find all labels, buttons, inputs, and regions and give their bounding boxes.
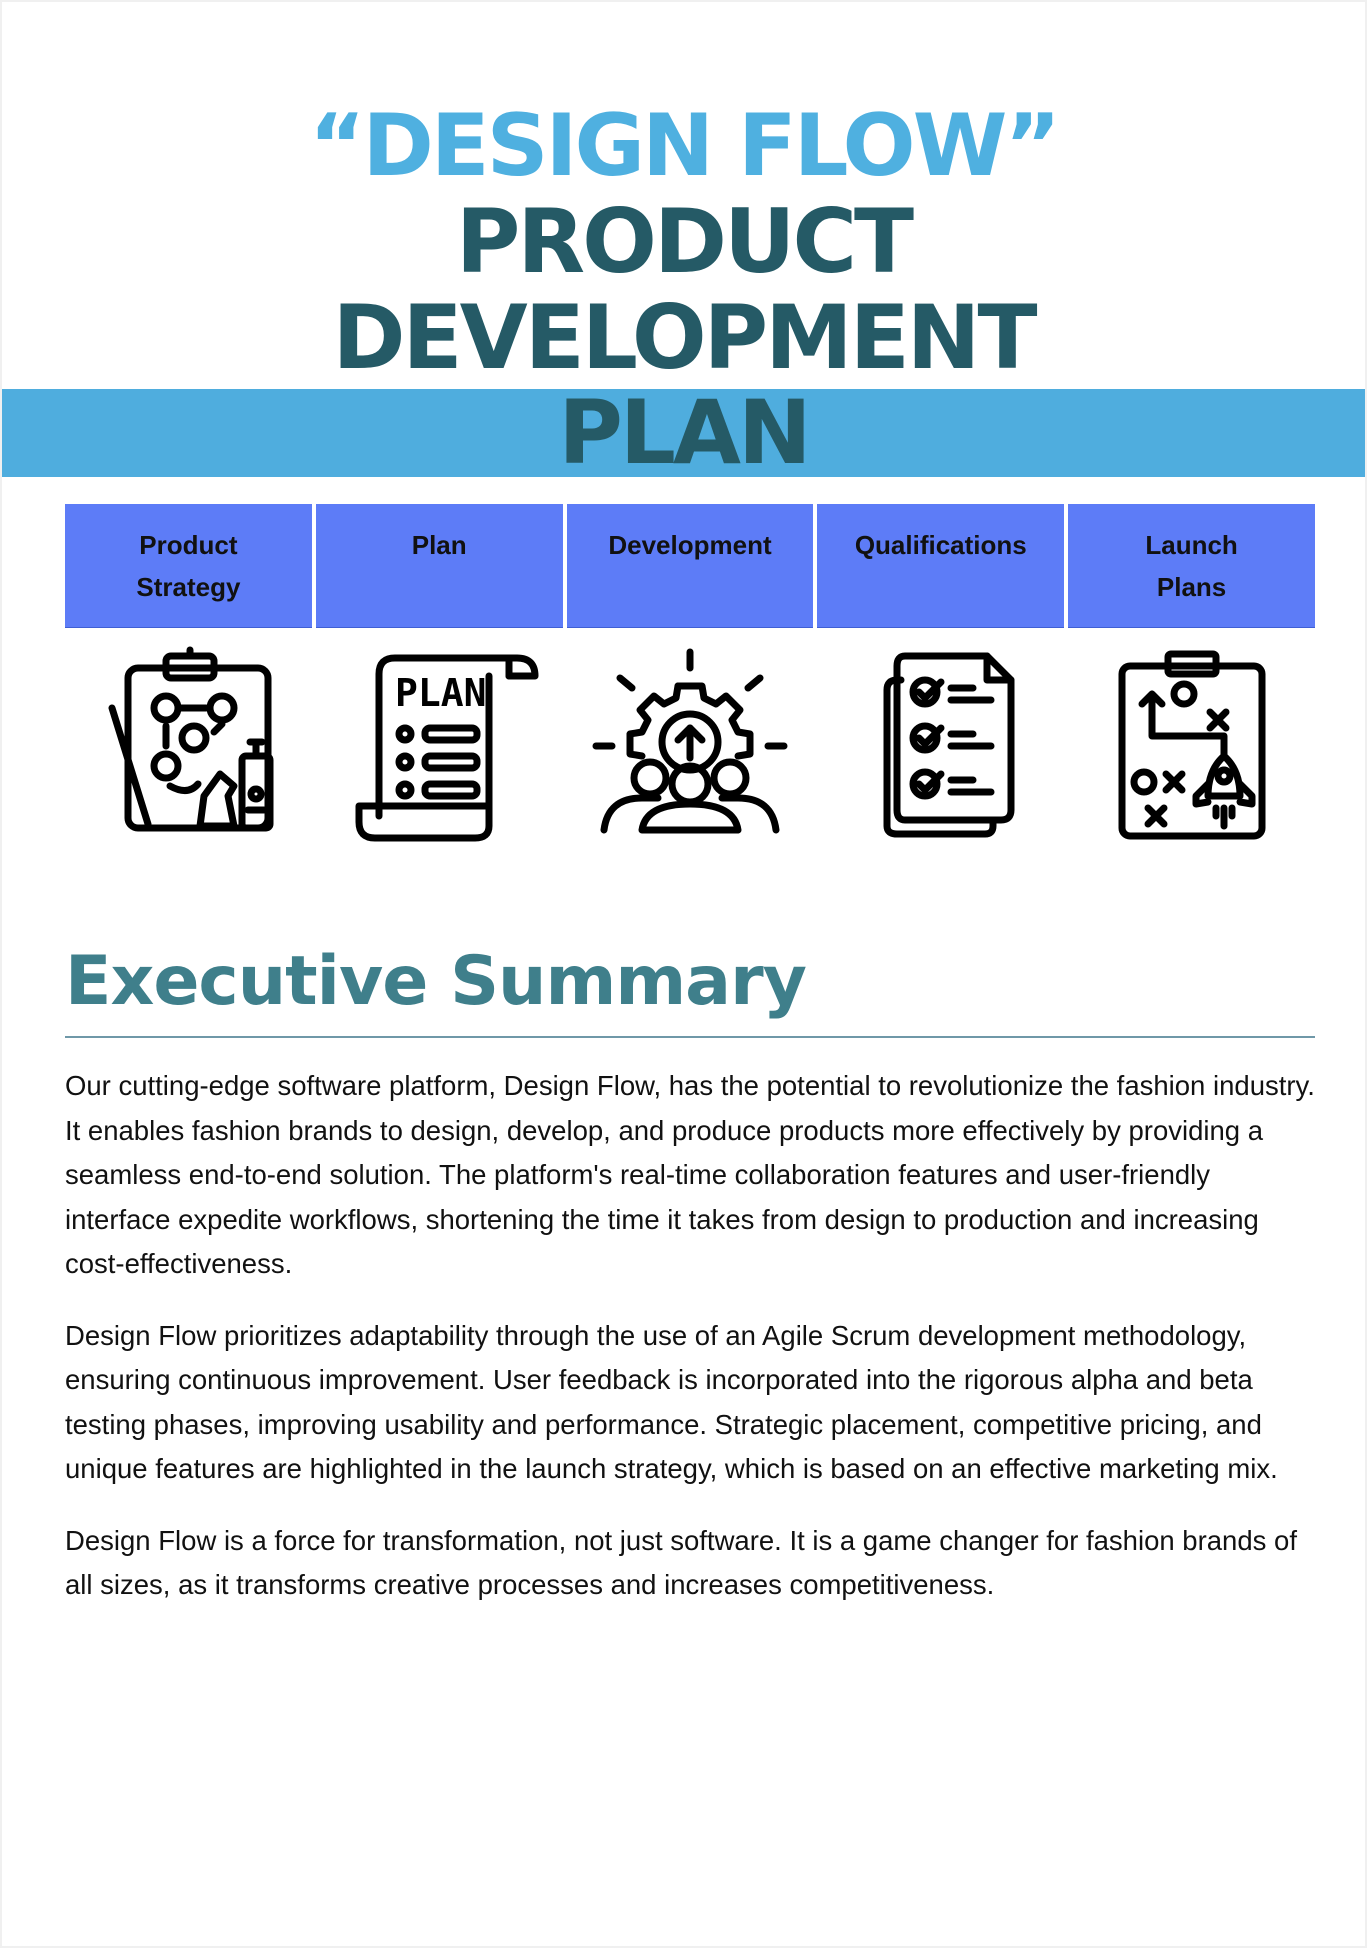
- step-development: [567, 504, 814, 846]
- strategy-board-icon: [88, 646, 288, 846]
- step-qualifications: [817, 504, 1064, 846]
- document-page: [2, 2, 1365, 1946]
- checklist-icon: [841, 646, 1041, 846]
- plan-scroll-text: PLAN: [395, 671, 487, 715]
- document-title: [2, 96, 1365, 389]
- title-line-plan: PLAN: [558, 381, 809, 484]
- step-label: Development: [608, 530, 772, 560]
- step-label: Plans: [1156, 572, 1227, 602]
- title-line-product: PRODUCT: [455, 190, 912, 293]
- step-header: [65, 504, 312, 628]
- team-gear-icon: [590, 646, 790, 846]
- step-product-strategy: [65, 504, 312, 846]
- section-title: Executive Summary: [65, 942, 806, 1021]
- step-header: [1068, 504, 1315, 628]
- step-label: Plan: [411, 530, 467, 560]
- plan-scroll-icon: [339, 646, 539, 846]
- title-band: [2, 381, 1365, 484]
- step-header: [567, 504, 814, 628]
- step-label: Launch: [1145, 530, 1238, 560]
- paragraph: Design Flow is a force for transformation, not just software. It is a game changer for fashion brands of all sizes, as it transforms creative processes and increases competitiveness.: [65, 1524, 1297, 1600]
- rocket-plan-icon: [1092, 646, 1292, 846]
- step-launch-plans: [1068, 504, 1315, 846]
- section-divider: [65, 1036, 1315, 1038]
- paragraph: Design Flow prioritizes adaptability through the use of an Agile Scrum development methodology, ensuring continuous improvement. User feedback is incorporated into the rigorous alpha and beta testing phases, improving usability and performance. Strategic placement, competitive pricing, and unique features are highlighted in the launch strategy, which is based on an effective marketing mix.: [65, 1319, 1278, 1484]
- paragraph: Our cutting-edge software platform, Design Flow, has the potential to revolutionize the fashion industry. It enables fashion brands to design, develop, and produce products more effectively by providing a seamless end-to-end solution. The platform's real-time collaboration features and user-friendly interface expedite workflows, shortening the time it takes from design to production and increasing cost-effectiveness.: [65, 1070, 1315, 1279]
- title-line-product-name: “DESIGN FLOW”: [308, 96, 1059, 196]
- step-plan: [316, 504, 563, 846]
- step-header: [316, 504, 563, 628]
- step-label: Qualifications: [854, 530, 1027, 560]
- step-header: [817, 504, 1064, 628]
- process-steps: [65, 504, 1315, 846]
- step-label: Product: [139, 530, 238, 560]
- executive-summary-body: [65, 1064, 1320, 1635]
- title-line-development: DEVELOPMENT: [332, 286, 1035, 389]
- step-label: Strategy: [136, 572, 241, 602]
